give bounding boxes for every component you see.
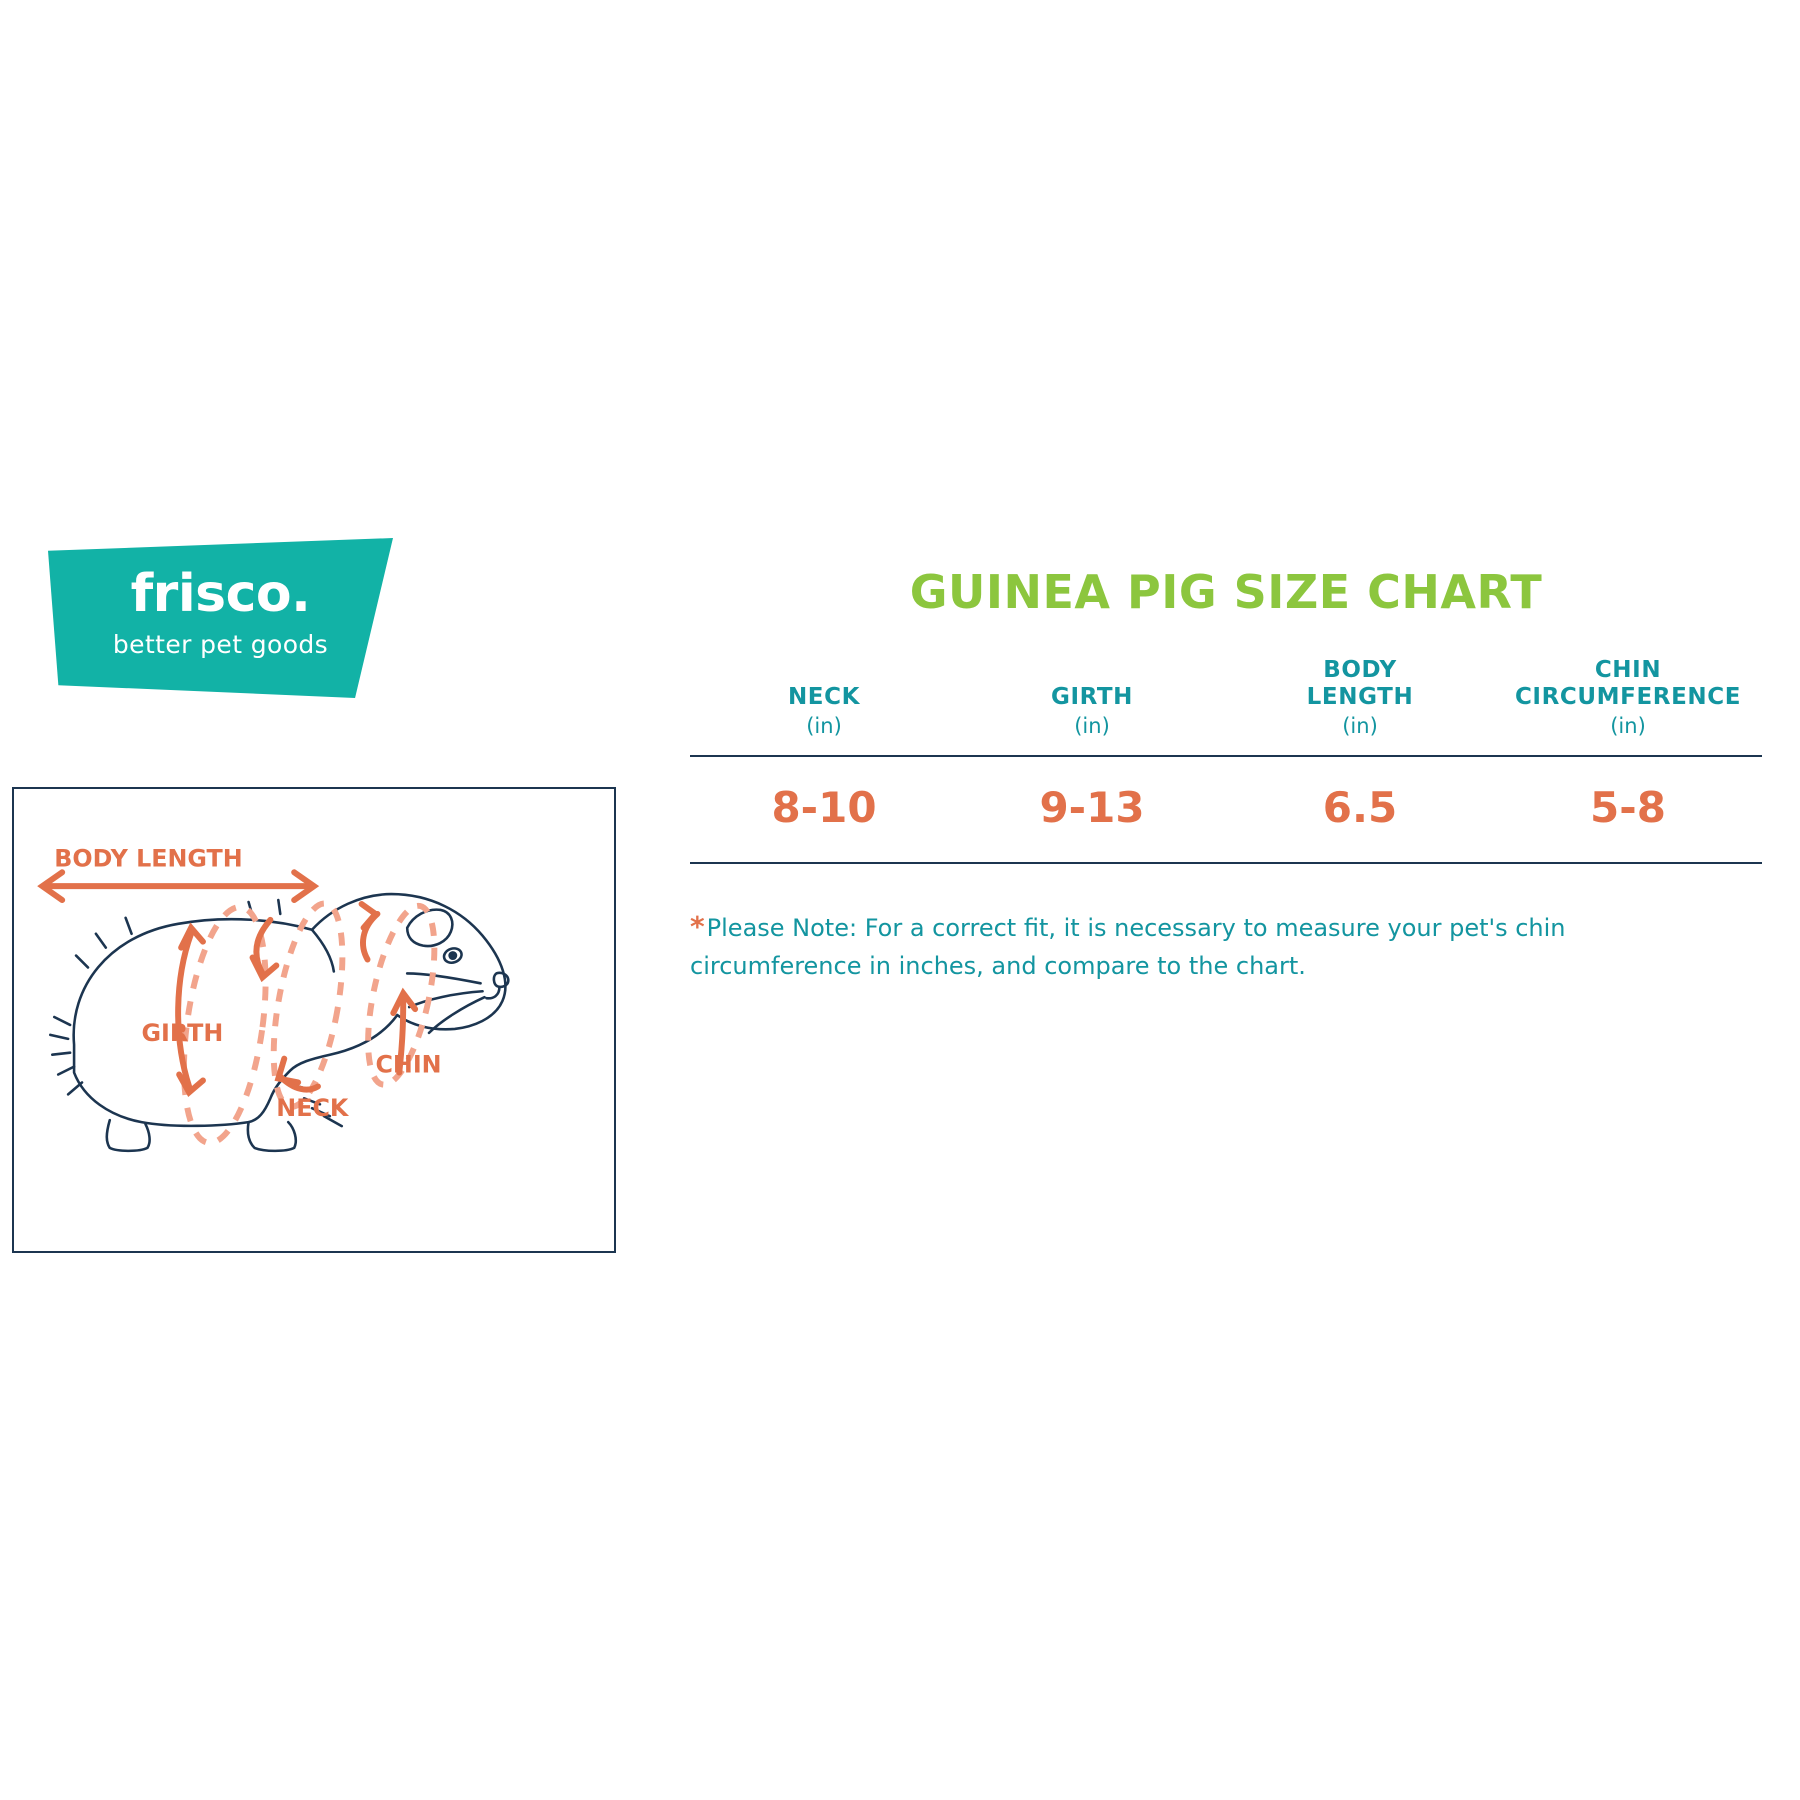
column-header-neck-label: NECK <box>787 684 861 711</box>
value-girth: 9-13 <box>958 756 1226 863</box>
column-header-body-length-line2: LENGTH <box>1306 684 1414 711</box>
value-neck: 8-10 <box>690 756 958 863</box>
page-title: GUINEA PIG SIZE CHART <box>909 565 1543 619</box>
size-chart <box>690 565 1762 1008</box>
column-header-chin-line2: CIRCUMFERENCE <box>1514 684 1742 711</box>
column-header-girth <box>958 657 1226 756</box>
value-body-length: 6.5 <box>1226 756 1494 863</box>
column-header-girth-unit: (in) <box>1074 714 1110 739</box>
label-chin: CHIN <box>375 1050 442 1079</box>
column-header-body-length <box>1226 657 1494 756</box>
value-chin-circumference: 5-8 <box>1494 756 1762 863</box>
fit-note <box>690 906 1720 984</box>
body-length-arrow <box>42 872 314 900</box>
label-neck: NECK <box>276 1094 349 1123</box>
column-header-chin-unit: (in) <box>1610 714 1646 739</box>
neck-measure-loop <box>253 898 356 1111</box>
guinea-pig-illustration-svg <box>14 789 614 1251</box>
column-header-neck <box>690 657 958 756</box>
column-header-body-length-line1: BODY <box>1323 657 1397 683</box>
column-header-chin-line1: CHIN <box>1594 657 1662 683</box>
column-header-chin-circumference <box>1494 657 1762 756</box>
note-text: Please Note: For a correct fit, it is necessary to measure your pet's chin circumference in inches, and compare to the chart. <box>690 914 1566 981</box>
column-header-girth-label: GIRTH <box>1050 684 1134 711</box>
table-header-row <box>690 657 1762 756</box>
label-girth: GIRTH <box>141 1018 224 1047</box>
table-row <box>690 756 1762 863</box>
logo-brand-name: frisco. <box>130 564 311 624</box>
guinea-pig-measurement-diagram <box>12 787 616 1253</box>
column-header-neck-unit: (in) <box>806 714 842 739</box>
brand-logo <box>48 538 393 698</box>
size-chart-table <box>690 657 1762 864</box>
note-asterisk: * <box>690 910 705 944</box>
logo-tagline: better pet goods <box>112 630 329 659</box>
label-body-length: BODY LENGTH <box>54 844 243 873</box>
column-header-body-length-unit: (in) <box>1342 714 1378 739</box>
